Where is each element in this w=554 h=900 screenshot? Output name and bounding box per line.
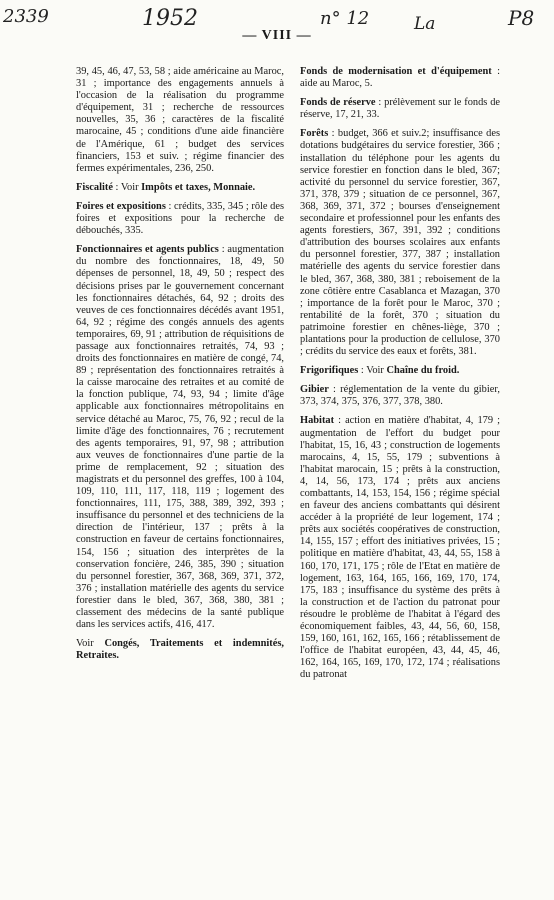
index-entry-see-also: Congés, Traitements et indemnités, Retraites. <box>76 638 284 662</box>
index-entry-heading: Habitat <box>300 415 335 427</box>
page-number: — VIII — <box>242 28 312 43</box>
index-entry-text: : Voir <box>358 365 387 377</box>
index-entry-heading: Forêts <box>300 128 329 140</box>
index-entry-heading: Fonds de réserve <box>300 97 376 109</box>
index-entry <box>76 244 284 631</box>
index-entry-text: 39, 45, 46, 47, 53, 58 ; aide américaine au Maroc, 31 ; importance des engagements annuels à l'occasion de la réalisation du programme d'équipement, 31 ; recherche de ressources nouvelles, 35, 36 ; caractères de la fiscalité marocaine, 45 ; conditions d'une aide financière de l'Amérique, 61 ; budget des services financiers, 153 et suiv. ; régime financier des fermes expérimentales, 236, 250. <box>76 66 284 174</box>
index-entry-see-also: Impôts et taxes, Monnaie. <box>141 181 256 193</box>
index-entry-text: : réglementation de la vente du gibier, 373, 374, 375, 376, 377, 378, 380. <box>300 384 500 408</box>
index-entry-heading: Foires et expositions <box>76 200 166 212</box>
handwritten-year: 1952 <box>142 6 198 31</box>
index-entry <box>300 128 500 358</box>
index-entry <box>76 201 284 237</box>
index-entry-heading: Fonds de modernisation et d'équipement <box>300 66 492 77</box>
index-column-left <box>76 66 284 669</box>
index-entry-text: : action en matière d'habitat, 4, 179 ; augmentation de l'effort du budget pour l'habitat, 15, 16, 43 ; construction de logements marocains, 4, 15, 55, 179 ; subventions à l'habitat marocain, 15 ; prêts à la construction, 4, 14, 56, 173, 174 ; prêts aux anciens combattants, 14, 153, 154, 156 ; régime spécial en faveur des anciens combattants qui désirent accéder à la propriété de leur logement, 174 ; prêts aux sociétés coopératives de construction, 14, 155, 157 ; effort des initiatives privées, 15 ; politique en matière d'habitat, 43, 44, 55, 158 à 160, 170, 171, 175 ; rôle de l'Etat en matière de logement, 163, 164, 165, 166, 169, 170, 174, 175, 183 ; insuffisance du système des prêts à la construction et de l'action du patronat pour résoudre le problème de l'habitat à l'égard des économiquement faibles, 43, 44, 56, 60, 158, 159, 160, 161, 162, 165, 166 ; rétablissement de l'office de l'habitat européen, 43, 44, 45, 46, 162, 164, 165, 169, 170, 172, 174 ; réalisations du patronat <box>300 415 500 681</box>
handwritten-folio: P8 <box>508 6 535 30</box>
index-entry <box>76 638 284 662</box>
index-entry-text: : augmentation du nombre des fonctionnaires, 18, 49, 50 dépenses de personnel, 18, 49, 50 ; respect des décisions prises par le gouvernement concernant les fonctionnaires détachés, 64, 92 ; droits des veuves de ces fonctionnaires décédés avant 1951, 64, 92 ; régime des congés annuels des agents temporaires, 69, 91 ; attribution de réquisitions de passage aux fonctionnaires retraités, 74, 93 ; droits des fonctionnaires en matière de congé, 74, 89 ; représentation des fonctionnaires retraités à la caisse marocaine des retraites et au comité de la fonction publique, 74, 93, 94 ; limite d'âge applicable aux fonctionnaires métropolitains en service détaché au Maroc, 75, 76, 92 ; recul de la limite d'âge des fonctionnaires, 76 ; recrutement des agents temporaires, 91, 97, 98 ; attribution aux veuves de fonctionnaires d'une partie de la prime de remplacement, 92 ; situation des magistrats et du personnel des greffes, 100 à 104, 109, 110, 111, 117, 118, 119 ; logement des fonctionnaires, 111, 175, 388, 389, 392, 393 ; insuffisance du personnel et des techniciens de la direction de l'intérieur, 137 ; prêts à la construction en faveur de certains fonctionnaires, 154, 156 ; situation des interprètes de la conservation foncière, 246, 385, 390 ; situation du personnel forestier, 367, 368, 369, 371, 372, 376 ; installation matérielle des agents du service forestier dans le bled, 367, 368, 380, 381 ; classement des médecins de la santé publique dans les services actifs, 416, 417. <box>76 244 284 631</box>
index-entry-text: : Voir <box>112 181 142 193</box>
index-entry-text: : aide au Maroc, 5. <box>300 66 500 90</box>
index-entry <box>300 384 500 408</box>
handwritten-issue: n° 12 <box>320 8 370 29</box>
index-entry-heading: Fonctionnaires et agents publics <box>76 244 219 256</box>
handwritten-mark: La <box>414 14 436 34</box>
handwritten-code: 2339 <box>3 6 49 27</box>
index-entry <box>300 66 500 90</box>
index-entry-text: Voir <box>76 638 105 650</box>
index-entry <box>300 97 500 121</box>
index-column-right <box>300 66 500 689</box>
index-entry-text: : budget, 366 et suiv.2; insuffisance des dotations budgétaires du service forestier, 366 ; installation du téléphone pour les agents du service forestier en fonction dans le bled, 367; activité du personnel du service forestier, 367, 371, 378, 379 ; situation de ce personnel, 367, 368, 369, 371, 372 ; bourses d'enseignement secondaire et professionnel pour les enfants des agents forestiers, 367, 391, 392 ; conditions d'attribution des bourses scolaires aux enfants du personnel forestier, 377, 387 ; installation matérielle des agents du service forestier dans le bled, 367, 368, 380, 381 ; reboisement de la zone côtière entre Casablanca et Mazagan, 370 ; importance de la forêt pour le Maroc, 370 ; rentabilité de la forêt, 370 ; situation du patrimoine forestier en chênes-liège, 370 ; plantations pour la production de cellulose, 370 ; crédits du service des eaux et forêts, 381. <box>300 128 500 358</box>
index-entry <box>300 415 500 681</box>
index-entry <box>76 182 284 194</box>
index-entry-text: : prélèvement sur le fonds de réserve, 17, 21, 33. <box>300 97 500 121</box>
index-entry <box>76 66 284 175</box>
index-entry-heading: Frigorifiques <box>300 365 359 377</box>
index-entry-heading: Gibier <box>300 384 329 396</box>
index-entry-see-also: Chaîne du froid. <box>386 365 460 377</box>
index-entry <box>300 365 500 377</box>
index-entry-heading: Fiscalité <box>76 181 113 193</box>
index-entry-text: : crédits, 335, 345 ; rôle des foires et expositions pour la recherche de débouchés, 335. <box>76 200 285 237</box>
